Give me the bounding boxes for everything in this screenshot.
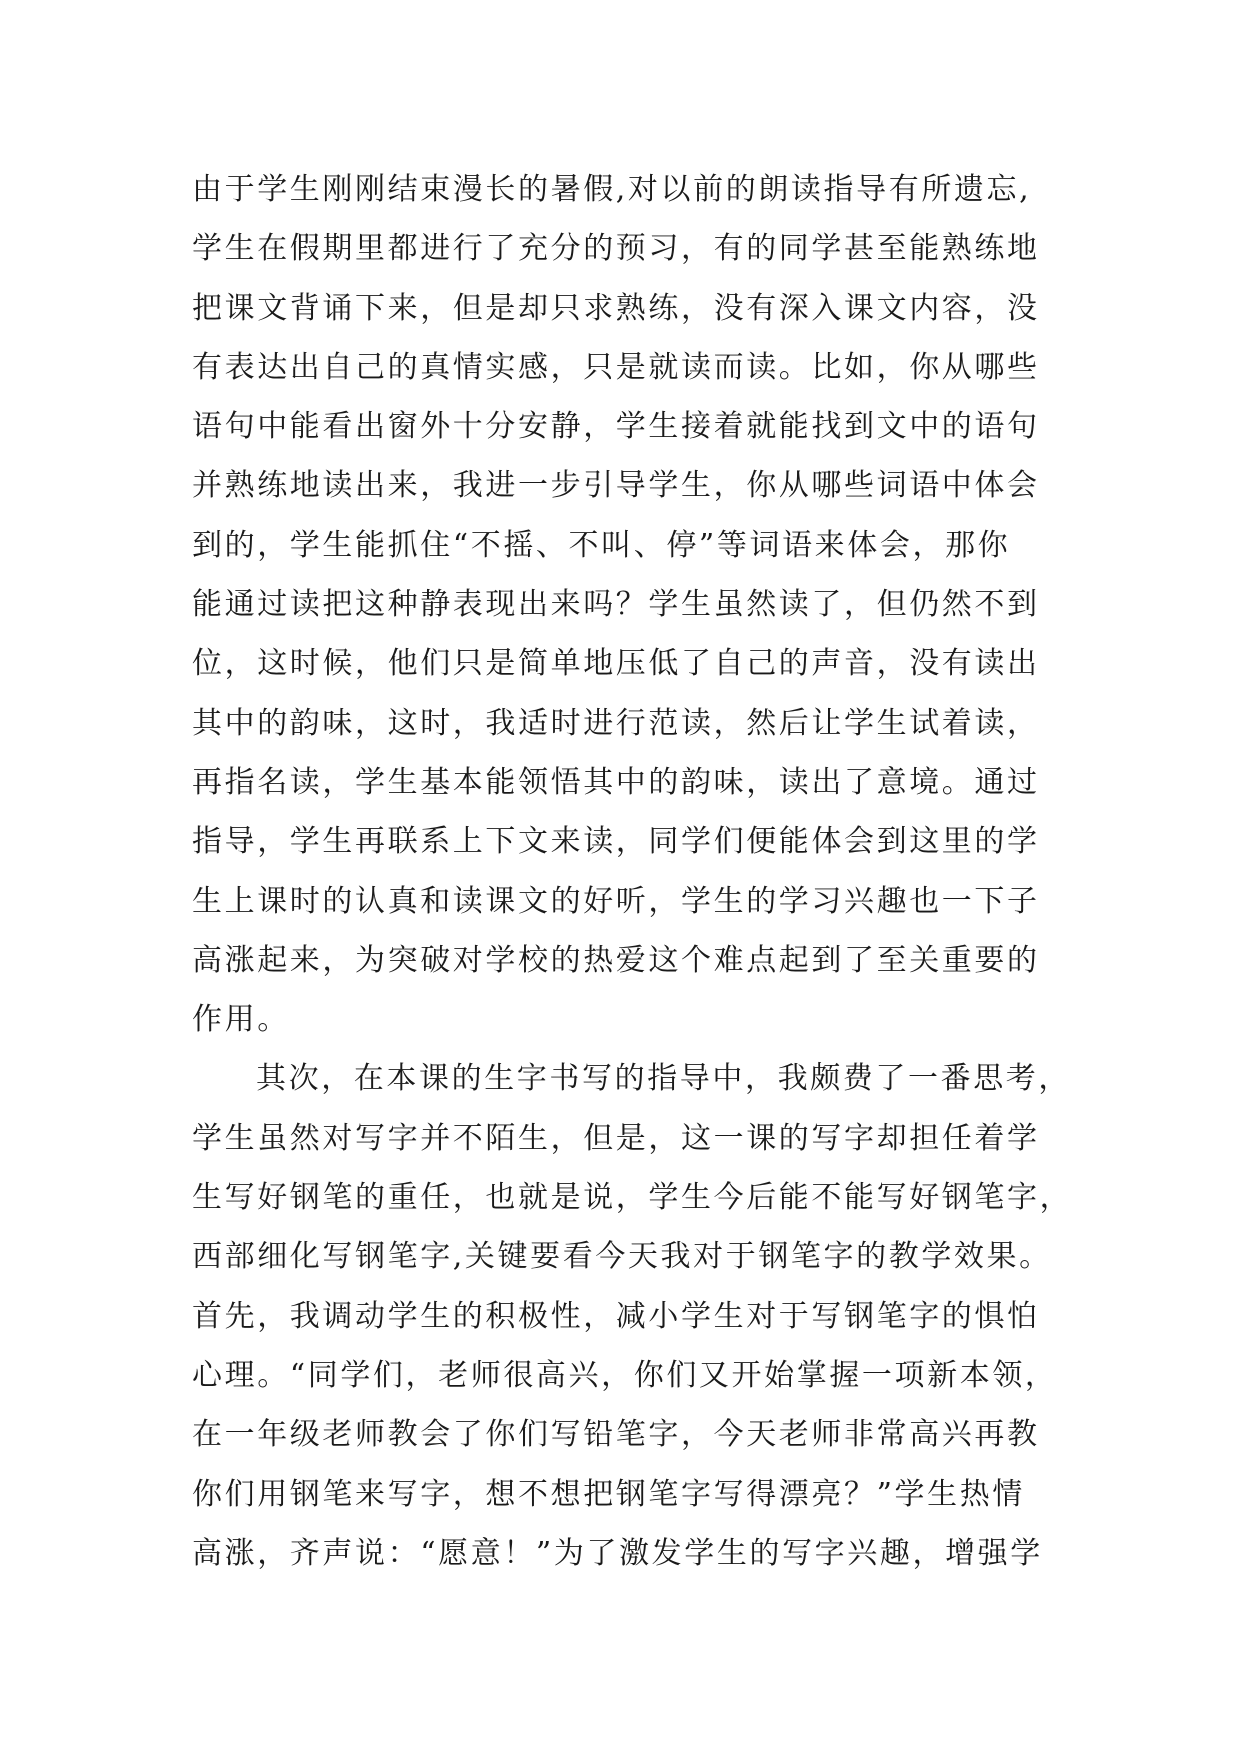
text-line: 西部细化写钢笔字,关键要看今天我对于钢笔字的教学效果。 (192, 1239, 1052, 1275)
body-text (192, 160, 1092, 1583)
text-line: 由于学生刚刚结束漫长的暑假,对以前的朗读指导有所遗忘, (192, 172, 1032, 207)
text-line: 生上课时的认真和读课文的好听，学生的学习兴趣也一下子 (192, 883, 1040, 919)
text-line: 在一年级老师教会了你们写铅笔字，今天老师非常高兴再教 (192, 1417, 1040, 1453)
paragraph-first-line: 其次，在本课的生字书写的指导中，我颇费了一番思考， (256, 1061, 1071, 1097)
text-line: 首先，我调动学生的积极性，减小学生对于写钢笔字的惧怕 (192, 1298, 1040, 1334)
text-line: 到的，学生能抓住“不摇、不叫、停”等词语来体会，那你 (192, 527, 1011, 563)
text-line: 有表达出自己的真情实感，只是就读而读。比如，你从哪些 (192, 349, 1040, 385)
text-line: 语句中能看出窗外十分安静，学生接着就能找到文中的语句 (192, 409, 1040, 445)
text-line: 能通过读把这种静表现出来吗？学生虽然读了，但仍然不到 (192, 587, 1040, 623)
text-line: 心理。“同学们，老师很高兴，你们又开始掌握一项新本领， (192, 1357, 1058, 1393)
text-line: 高涨，齐声说：“愿意！”为了激发学生的写字兴趣，增强学 (192, 1535, 1043, 1571)
text-line: 其中的韵味，这时，我适时进行范读，然后让学生试着读， (192, 705, 1040, 741)
text-line: 并熟练地读出来，我进一步引导学生，你从哪些词语中体会 (192, 468, 1040, 504)
text-line: 指导，学生再联系上下文来读，同学们便能体会到这里的学 (192, 824, 1040, 860)
text-line: 学生在假期里都进行了充分的预习，有的同学甚至能熟练地 (192, 231, 1040, 267)
text-line: 把课文背诵下来，但是却只求熟练，没有深入课文内容，没 (192, 290, 1040, 326)
text-line: 位，这时候，他们只是简单地压低了自己的声音，没有读出 (192, 646, 1040, 682)
text-line: 你们用钢笔来写字，想不想把钢笔字写得漂亮？”学生热情 (192, 1476, 1025, 1512)
text-line: 高涨起来，为突破对学校的热爱这个难点起到了至关重要的 (192, 942, 1040, 978)
text-line: 作用。 (192, 1002, 290, 1038)
text-line: 学生虽然对写字并不陌生，但是，这一课的写字却担任着学 (192, 1120, 1040, 1156)
text-line: 生写好钢笔的重任，也就是说，学生今后能不能写好钢笔字， (192, 1180, 1073, 1216)
text-line: 再指名读，学生基本能领悟其中的韵味，读出了意境。通过 (192, 764, 1040, 800)
